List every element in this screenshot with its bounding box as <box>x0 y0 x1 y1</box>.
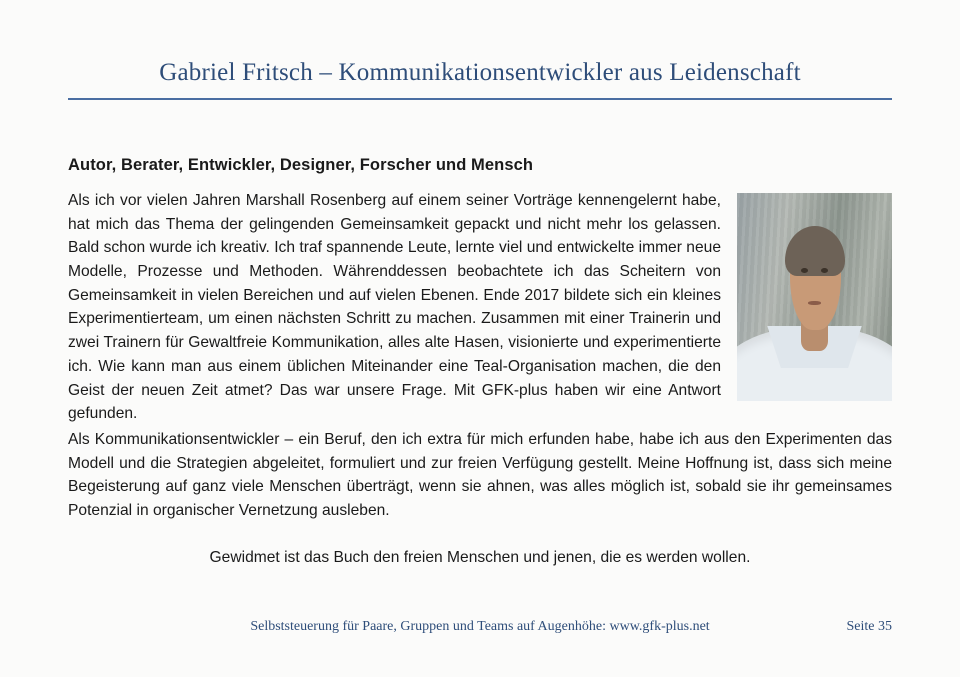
page-title: Gabriel Fritsch – Kommunikationsentwickler aus Leidenschaft <box>159 59 801 86</box>
page-content <box>68 156 892 567</box>
page-footer <box>68 619 892 635</box>
footer-text: Selbststeuerung für Paare, Gruppen und Teams auf Augenhöhe: www.gfk-plus.net <box>250 619 710 634</box>
portrait-photo <box>737 193 892 401</box>
page-header <box>68 58 892 100</box>
body-paragraph: Als Kommunikationsentwickler – ein Beruf, den ich extra für mich erfunden habe, habe ich aus den Experimenten das Modell und die Strategien abgeleitet, formuliert und zur freien Verfügung gestellt. Meine Hoffnung ist, dass sich meine Begeisterung auf ganz viele Menschen überträgt, wenn sie ahnen, was alles möglich ist, sobald sie ihr gemeinsames Potenzial in organischer Vernetzung ausleben. <box>68 430 892 519</box>
page-number: Seite 35 <box>846 619 892 634</box>
dedication-text: Gewidmet ist das Buch den freien Menschen und jenen, die es werden wollen. <box>209 548 751 566</box>
body-paragraph: Als ich vor vielen Jahren Marshall Rosenberg auf einem seiner Vorträge kennengelernt habe, hat mich das Thema der gelingenden Gemeinsamkeit gepackt und nicht mehr los gelassen. Bald schon wurde ich kreativ. Ich traf spannende Leute, lernte viel und entwickelte immer neue Modelle, Prozesse und Methoden. Währenddessen beobachtete ich das Scheitern von Gemeinsamkeit in vielen Bereichen und auf vielen Ebenen. Ende 2017 bildete sich ein kleines Experimentierteam, um einen nächsten Schritt zu machen. Zusammen mit einer Trainerin und zwei Trainern für Gewaltfreie Kommunikation, alles alte Hasen, visionierte und experimentierte ich. Wie kann man aus einem üblichen Miteinander eine Teal-Organisation machen, die den Geist der neuen Zeit atmet? Das war unsere Frage. Mit GFK-plus haben wir eine Antwort gefunden. <box>68 192 721 423</box>
footer-divider <box>68 605 892 606</box>
section-subtitle: Autor, Berater, Entwickler, Designer, Forscher und Mensch <box>68 156 534 174</box>
header-divider <box>68 98 892 100</box>
